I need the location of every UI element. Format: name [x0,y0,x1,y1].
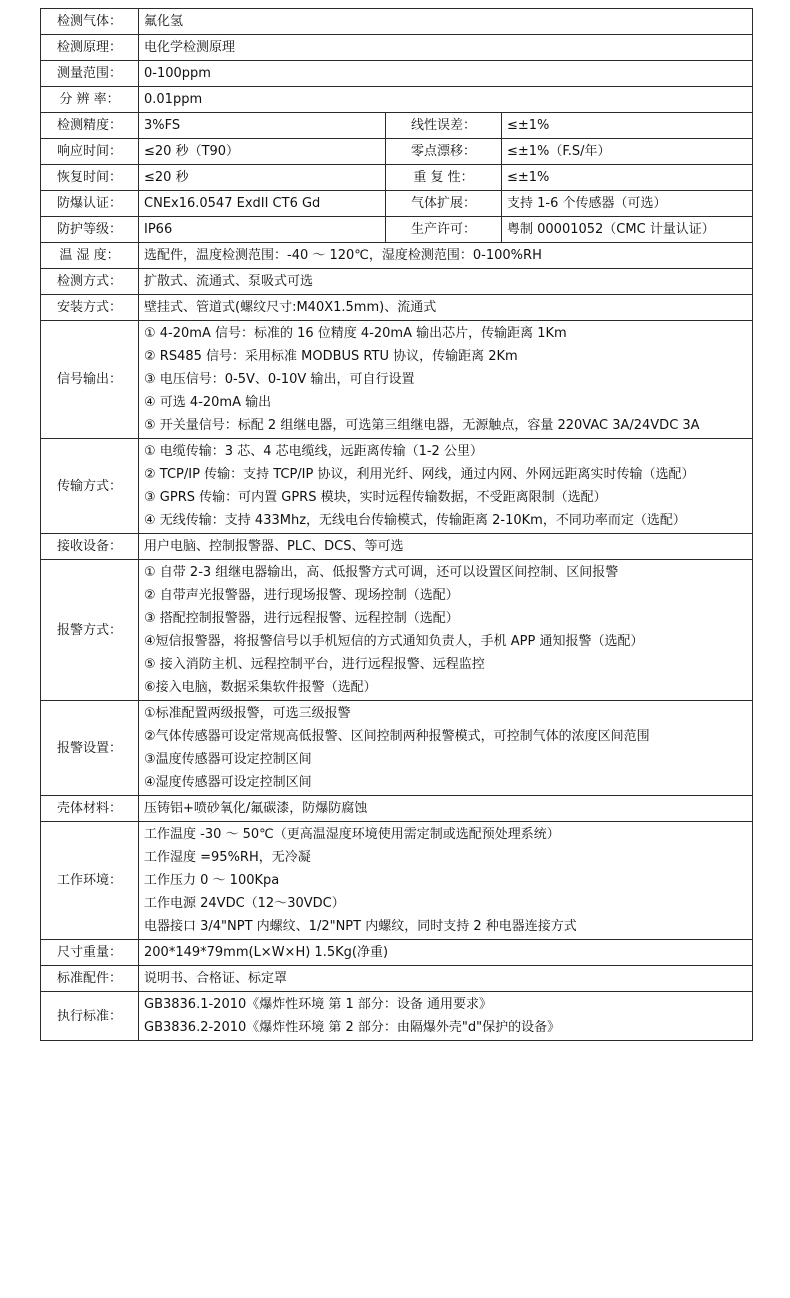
spec-row [41,534,753,560]
spec-row [41,139,753,165]
spec-row [41,796,753,822]
spec-row [41,822,753,940]
spec-value-line: ① 4-20mA 信号：标准的 16 位精度 4-20mA 输出芯片，传输距离 1Km [144,326,567,341]
spec-row [41,560,753,701]
spec-label: 防爆认证： [41,191,139,217]
spec-label: 测量范围： [41,61,139,87]
spec-value [139,822,753,940]
spec-label: 响应时间： [41,139,139,165]
spec-label: 检测气体： [41,9,139,35]
spec-value-line: ② 自带声光报警器，进行现场报警、现场控制（选配） [144,588,459,603]
spec-label: 分 辨 率： [41,87,139,113]
spec-value-line: 电器接口 3/4"NPT 内螺纹、1/2"NPT 内螺纹，同时支持 2 种电器连接方式 [144,919,577,934]
spec-label: 重 复 性： [386,165,502,191]
spec-value: 选配件，温度检测范围：-40 ～ 120℃，湿度检测范围：0-100%RH [139,243,753,269]
spec-label: 报警设置： [41,701,139,796]
spec-value: 0.01ppm [139,87,753,113]
spec-label: 壳体材料： [41,796,139,822]
spec-value: 0-100ppm [139,61,753,87]
spec-label: 恢复时间： [41,165,139,191]
spec-value-line: 工作电源 24VDC（12～30VDC） [144,896,345,911]
spec-value: 3%FS [139,113,386,139]
spec-value [139,560,753,701]
spec-value-line: ④短信报警器，将报警信号以手机短信的方式通知负责人，手机 APP 通知报警（选配） [144,634,644,649]
spec-row [41,439,753,534]
spec-value-line: ③ 搭配控制报警器，进行远程报警、远程控制（选配） [144,611,459,626]
spec-row [41,217,753,243]
spec-value-line: ② TCP/IP 传输：支持 TCP/IP 协议，利用光纤、网线，通过内网、外网远距离实时传输（选配） [144,467,695,482]
spec-value [139,321,753,439]
spec-value-line: ① 电缆传输：3 芯、4 芯电缆线，远距离传输（1-2 公里） [144,444,483,459]
spec-row [41,191,753,217]
spec-value-line: 工作压力 0 ～ 100Kpa [144,873,280,888]
spec-label: 检测原理： [41,35,139,61]
spec-label: 检测精度： [41,113,139,139]
spec-value: CNEx16.0547 ExdII CT6 Gd [139,191,386,217]
spec-value: 用户电脑、控制报警器、PLC、DCS、等可选 [139,534,753,560]
spec-value: IP66 [139,217,386,243]
spec-value-line: 工作温度 -30 ～ 50℃（更高温湿度环境使用需定制或选配预处理系统） [144,827,560,842]
spec-value-line: ②气体传感器可设定常规高低报警、区间控制两种报警模式，可控制气体的浓度区间范围 [144,729,650,744]
spec-label: 执行标准： [41,992,139,1041]
spec-label: 工作环境： [41,822,139,940]
spec-value: 壁挂式、管道式(螺纹尺寸:M40X1.5mm)、流通式 [139,295,753,321]
spec-value: 支持 1-6 个传感器（可选） [502,191,753,217]
spec-value: 压铸铝+喷砂氧化/氟碳漆，防爆防腐蚀 [139,796,753,822]
spec-value-line: ① 自带 2-3 组继电器输出，高、低报警方式可调，还可以设置区间控制、区间报警 [144,565,619,580]
spec-row [41,9,753,35]
spec-value-line: ⑤ 接入消防主机、远程控制平台，进行远程报警、远程监控 [144,657,485,672]
spec-value [139,439,753,534]
spec-label: 安装方式： [41,295,139,321]
spec-value-line: ④ 可选 4-20mA 输出 [144,395,272,410]
spec-row [41,87,753,113]
spec-value: ≤20 秒 [139,165,386,191]
spec-row [41,701,753,796]
spec-value-line: ⑤ 开关量信号：标配 2 组继电器，可选第三组继电器，无源触点，容量 220VAC 3A/24VDC 3A [144,418,700,433]
spec-value-line: GB3836.1-2010《爆炸性环境 第 1 部分：设备 通用要求》 [144,997,493,1012]
spec-row [41,113,753,139]
spec-label: 报警方式： [41,560,139,701]
spec-value-line: ⑥接入电脑，数据采集软件报警（选配） [144,680,377,695]
spec-label: 防护等级： [41,217,139,243]
spec-label: 标准配件： [41,966,139,992]
spec-value-line: ② RS485 信号：采用标准 MODBUS RTU 协议，传输距离 2Km [144,349,518,364]
spec-row [41,321,753,439]
spec-row [41,966,753,992]
spec-value-line: ④湿度传感器可设定控制区间 [144,775,312,790]
spec-label: 生产许可： [386,217,502,243]
spec-row [41,940,753,966]
spec-value [139,701,753,796]
spec-value-line: ③温度传感器可设定控制区间 [144,752,312,767]
spec-value: 粤制 00001052（CMC 计量认证） [502,217,753,243]
spec-label: 气体扩展： [386,191,502,217]
spec-value-line: ①标准配置两级报警，可选三级报警 [144,706,351,721]
spec-label: 线性误差： [386,113,502,139]
spec-row [41,992,753,1041]
spec-table-body [41,9,753,1041]
spec-value: 扩散式、流通式、泵吸式可选 [139,269,753,295]
spec-value: 200*149*79mm(L×W×H) 1.5Kg(净重) [139,940,753,966]
spec-value: 说明书、合格证、标定罩 [139,966,753,992]
spec-value-line: ④ 无线传输：支持 433Mhz，无线电台传输模式，传输距离 2-10Km，不同功率而定（选配） [144,513,686,528]
spec-label: 接收设备： [41,534,139,560]
spec-value-line: GB3836.2-2010《爆炸性环境 第 2 部分：由隔爆外壳"d"保护的设备》 [144,1020,561,1035]
spec-value [139,992,753,1041]
spec-row [41,269,753,295]
spec-value: ≤±1% [502,113,753,139]
spec-value: 氟化氢 [139,9,753,35]
spec-value: ≤±1%（F.S/年） [502,139,753,165]
spec-value-line: 工作湿度 =95%RH，无冷凝 [144,850,311,865]
spec-label: 温 湿 度： [41,243,139,269]
spec-label: 零点漂移： [386,139,502,165]
spec-value-line: ③ 电压信号：0-5V、0-10V 输出，可自行设置 [144,372,415,387]
spec-row [41,165,753,191]
spec-row [41,295,753,321]
spec-value: ≤20 秒（T90） [139,139,386,165]
spec-label: 信号输出： [41,321,139,439]
spec-label: 检测方式： [41,269,139,295]
spec-value: 电化学检测原理 [139,35,753,61]
spec-table [40,8,753,1041]
spec-row [41,243,753,269]
spec-label: 传输方式： [41,439,139,534]
spec-row [41,61,753,87]
spec-value: ≤±1% [502,165,753,191]
spec-value-line: ③ GPRS 传输：可内置 GPRS 模块，实时远程传输数据，不受距离限制（选配） [144,490,607,505]
spec-label: 尺寸重量： [41,940,139,966]
spec-row [41,35,753,61]
